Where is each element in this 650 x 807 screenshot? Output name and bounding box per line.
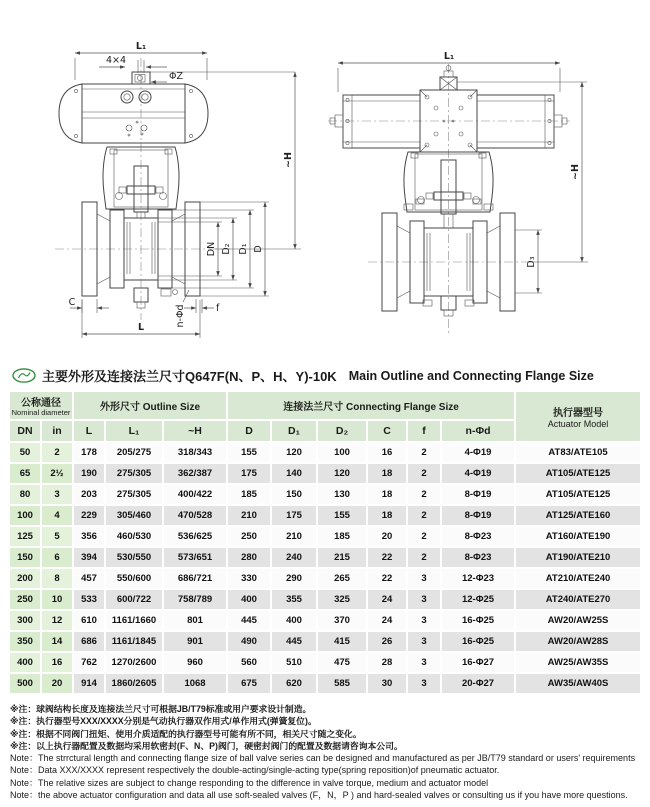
value-cell: 318/343 [164,443,226,462]
actuator-model-cell: AW25/AW35S [516,653,640,672]
header-actuator-model [516,392,640,441]
value-cell: 20-Φ27 [442,674,514,693]
actuator-model-cell: AT105/ATE125 [516,485,640,504]
actuator-model-cell: AT83/ATE105 [516,443,640,462]
header-nominal-zh: 公称通径 [21,398,61,409]
value-cell: 12-Φ25 [442,590,514,609]
nominal-cell: 125 [10,527,40,546]
column-header-f: f [408,421,440,441]
value-cell: 178 [74,443,104,462]
technical-drawings [0,0,650,362]
table-row [10,548,640,567]
value-cell: 1161/1845 [106,632,162,651]
value-cell: 155 [318,506,366,525]
value-cell: 203 [74,485,104,504]
value-cell: 2 [408,506,440,525]
value-cell: 400/422 [164,485,226,504]
notes [10,703,650,801]
value-cell: 100 [318,443,366,462]
table-row [10,632,640,651]
value-cell: 26 [368,632,406,651]
actuator-model-cell: AT160/ATE190 [516,527,640,546]
note-line-zh: ※注：根据不同阀门扭矩、使用介质适配的执行器型号可能有所不同，相关尺寸随之变化。 [10,728,362,739]
value-cell: 290 [272,569,316,588]
value-cell: 530/550 [106,548,162,567]
value-cell: 600/722 [106,590,162,609]
dim-label-d: D [253,245,264,253]
value-cell: 3 [408,632,440,651]
header-actuator-zh: 执行器型号 [553,408,604,419]
actuator-model-cell: AW20/AW25S [516,611,640,630]
value-cell: 22 [368,569,406,588]
header-actuator-en: Actuator Model [547,419,609,429]
value-cell: 2 [408,485,440,504]
nominal-cell: 12 [42,611,72,630]
value-cell: 3 [408,674,440,693]
drawing-right-valve [320,0,650,362]
value-cell: 20 [368,527,406,546]
nominal-cell: 500 [10,674,40,693]
value-cell: 470/528 [164,506,226,525]
value-cell: 275/305 [106,485,162,504]
nominal-cell: 3 [42,485,72,504]
pneumatic-actuator [59,72,208,143]
actuator-model-cell: AT190/ATE210 [516,548,640,567]
value-cell: 3 [408,590,440,609]
header-outline-size: 外形尺寸 Outline Size [74,392,226,419]
dim-label-h: ~H [283,152,294,168]
value-cell: 18 [368,464,406,483]
value-cell: 801 [164,611,226,630]
dim-label-phi-z: ΦZ [169,71,183,82]
section-title-en: Main Outline and Connecting Flange Size [348,368,594,383]
value-cell: 1860/2605 [106,674,162,693]
note-line-zh: ※注：执行器型号XXX/XXXX分别是气动执行器双作用式/单作用式(弹簧复位)。 [10,716,317,727]
value-cell: 8-Φ23 [442,548,514,567]
column-header-dn: DN [10,421,40,441]
nominal-cell: 16 [42,653,72,672]
dim-label-l: L [137,322,145,333]
nominal-cell: 5 [42,527,72,546]
value-cell: 30 [368,674,406,693]
value-cell: 150 [272,485,316,504]
dim-label-dn: DN [206,241,217,257]
dim-label-f: f [216,303,220,314]
drawing-left-valve [15,0,325,362]
value-cell: 2 [408,527,440,546]
actuator-model-cell: AT210/ATE240 [516,569,640,588]
value-cell: 140 [272,464,316,483]
value-cell: 3 [408,611,440,630]
table-row [10,527,640,546]
nominal-cell: 80 [10,485,40,504]
actuator-model-cell: AT125/ATE160 [516,506,640,525]
nominal-cell: 300 [10,611,40,630]
value-cell: 394 [74,548,104,567]
nominal-cell: 4 [42,506,72,525]
value-cell: 550/600 [106,569,162,588]
value-cell: 1270/2600 [106,653,162,672]
centerlines [55,58,230,320]
value-cell: 460/530 [106,527,162,546]
value-cell: 758/789 [164,590,226,609]
value-cell: 610 [74,611,104,630]
dimension-table [8,390,642,695]
value-cell: 215 [318,548,366,567]
value-cell: 8-Φ19 [442,506,514,525]
value-cell: 686 [74,632,104,651]
value-cell: 533 [74,590,104,609]
value-cell: 536/625 [164,527,226,546]
value-cell: 560 [228,653,270,672]
dim-label-d3: D₃ [526,256,537,268]
value-cell: 24 [368,590,406,609]
nominal-cell: 20 [42,674,72,693]
column-header-l1: L₁ [106,421,162,441]
value-cell: 4-Φ19 [442,443,514,462]
nominal-cell: 6 [42,548,72,567]
table-row [10,611,640,630]
table-row [10,485,640,504]
value-cell: 210 [272,527,316,546]
value-cell: 2 [408,464,440,483]
value-cell: 362/387 [164,464,226,483]
dim-label-c: C [68,297,76,308]
value-cell: 2 [408,443,440,462]
value-cell: 250 [228,527,270,546]
section-title [12,366,650,385]
table-row [10,464,640,483]
value-cell: 585 [318,674,366,693]
value-cell: 445 [228,611,270,630]
column-header-d: D [228,421,270,441]
table-row [10,506,640,525]
value-cell: 205/275 [106,443,162,462]
dimension-lines [338,51,588,293]
table-row [10,569,640,588]
nominal-cell: 250 [10,590,40,609]
note-line-en: Note：The strrctural length and connecting flange size of ball valve series can be designed and manufactured as per JB/T79 standard or users' requirements [10,753,636,764]
value-cell: 185 [228,485,270,504]
dim-label-l1: L₁ [135,41,147,52]
column-header-in: in [42,421,72,441]
value-cell: 16-Φ25 [442,632,514,651]
value-cell: 475 [318,653,366,672]
note-line-zh: ※注：球阀结构长度及连接法兰尺寸可根据JB/T79标准或用户要求设计制造。 [10,704,312,714]
nominal-cell: 2 [42,443,72,462]
actuator-model-cell: AT240/ATE270 [516,590,640,609]
value-cell: 355 [272,590,316,609]
value-cell: 3 [408,653,440,672]
dim-label-d2: D₂ [221,243,232,255]
nominal-cell: 50 [10,443,40,462]
value-cell: 155 [228,443,270,462]
value-cell: 620 [272,674,316,693]
note-line-en: Note：the above actuator configuration and data all use soft-sealed valves (F，N，P ) and hard-sealed valves or consulting us if you have more questions. [10,790,628,801]
nominal-cell: 100 [10,506,40,525]
actuator-model-cell: AW35/AW40S [516,674,640,693]
nominal-cell: 14 [42,632,72,651]
value-cell: 356 [74,527,104,546]
value-cell: 280 [228,548,270,567]
nominal-cell: 400 [10,653,40,672]
table-row [10,590,640,609]
value-cell: 16 [368,443,406,462]
value-cell: 490 [228,632,270,651]
header-nominal-diameter [10,392,72,419]
note-line-en: Note：Data XXX/XXXX represent respectively the double-acting/single-acting type(spring reposition)of pneumatic actuator. [10,765,500,776]
value-cell: 305/460 [106,506,162,525]
value-cell: 18 [368,485,406,504]
value-cell: 24 [368,611,406,630]
dim-label-d1: D₁ [238,243,249,255]
value-cell: 275/305 [106,464,162,483]
value-cell: 240 [272,548,316,567]
value-cell: 8-Φ19 [442,485,514,504]
nominal-cell: 350 [10,632,40,651]
value-cell: 190 [74,464,104,483]
value-cell: 130 [318,485,366,504]
value-cell: 415 [318,632,366,651]
value-cell: 901 [164,632,226,651]
value-cell: 16-Φ25 [442,611,514,630]
column-header-l: L [74,421,104,441]
value-cell: 16-Φ27 [442,653,514,672]
value-cell: 22 [368,548,406,567]
table-row [10,653,640,672]
value-cell: 1161/1660 [106,611,162,630]
section-title-zh: 主要外形及连接法兰尺寸Q647F(N、P、H、Y)-10K [42,369,337,384]
nominal-cell: 65 [10,464,40,483]
header-nominal-en: Nominal diameter [11,408,71,417]
note-line-zh: ※注：以上执行器配置及数据均采用软密封(F、N、P)阀门，硬密封阀门的配置及数据请咨询本公司。 [10,740,403,751]
value-cell: 445 [272,632,316,651]
value-cell: 4-Φ19 [442,464,514,483]
value-cell: 2 [408,548,440,567]
column-header-n-phid: n-Φd [442,421,514,441]
actuator-model-cell: AT105/ATE125 [516,464,640,483]
dim-label-n-phid: n-Φd [175,304,186,328]
value-cell: 325 [318,590,366,609]
column-header-h: ~H [164,421,226,441]
value-cell: 120 [318,464,366,483]
value-cell: 457 [74,569,104,588]
actuator-model-cell: AW20/AW28S [516,632,640,651]
nominal-cell: 200 [10,569,40,588]
column-header-d1: D₁ [272,421,316,441]
dim-label-4x4: 4×4 [105,55,127,66]
value-cell: 400 [272,611,316,630]
value-cell: 3 [408,569,440,588]
value-cell: 8-Φ23 [442,527,514,546]
value-cell: 1068 [164,674,226,693]
value-cell: 175 [228,464,270,483]
nominal-cell: 10 [42,590,72,609]
value-cell: 510 [272,653,316,672]
value-cell: 12-Φ23 [442,569,514,588]
value-cell: 914 [74,674,104,693]
value-cell: 229 [74,506,104,525]
value-cell: 175 [272,506,316,525]
value-cell: 265 [318,569,366,588]
value-cell: 686/721 [164,569,226,588]
dim-label-l1: L₁ [443,51,455,62]
table-row [10,674,640,693]
value-cell: 400 [228,590,270,609]
table-body [10,443,640,693]
nominal-cell: 150 [10,548,40,567]
value-cell: 675 [228,674,270,693]
value-cell: 18 [368,506,406,525]
dim-label-h: ~H [570,164,581,180]
value-cell: 370 [318,611,366,630]
value-cell: 120 [272,443,316,462]
nominal-cell: 8 [42,569,72,588]
note-line-en: Note：The relative sizes are subject to change responding to the difference in valve torque, medium and actuator model [10,777,489,788]
value-cell: 330 [228,569,270,588]
header-flange-size: 连接法兰尺寸 Connecting Flange Size [228,392,514,419]
value-cell: 762 [74,653,104,672]
column-header-c: C [368,421,406,441]
brand-logo-icon [12,368,36,383]
column-header-d2: D₂ [318,421,366,441]
value-cell: 28 [368,653,406,672]
table-row [10,443,640,462]
value-cell: 210 [228,506,270,525]
nominal-cell: 2½ [42,464,72,483]
value-cell: 573/651 [164,548,226,567]
value-cell: 960 [164,653,226,672]
value-cell: 185 [318,527,366,546]
